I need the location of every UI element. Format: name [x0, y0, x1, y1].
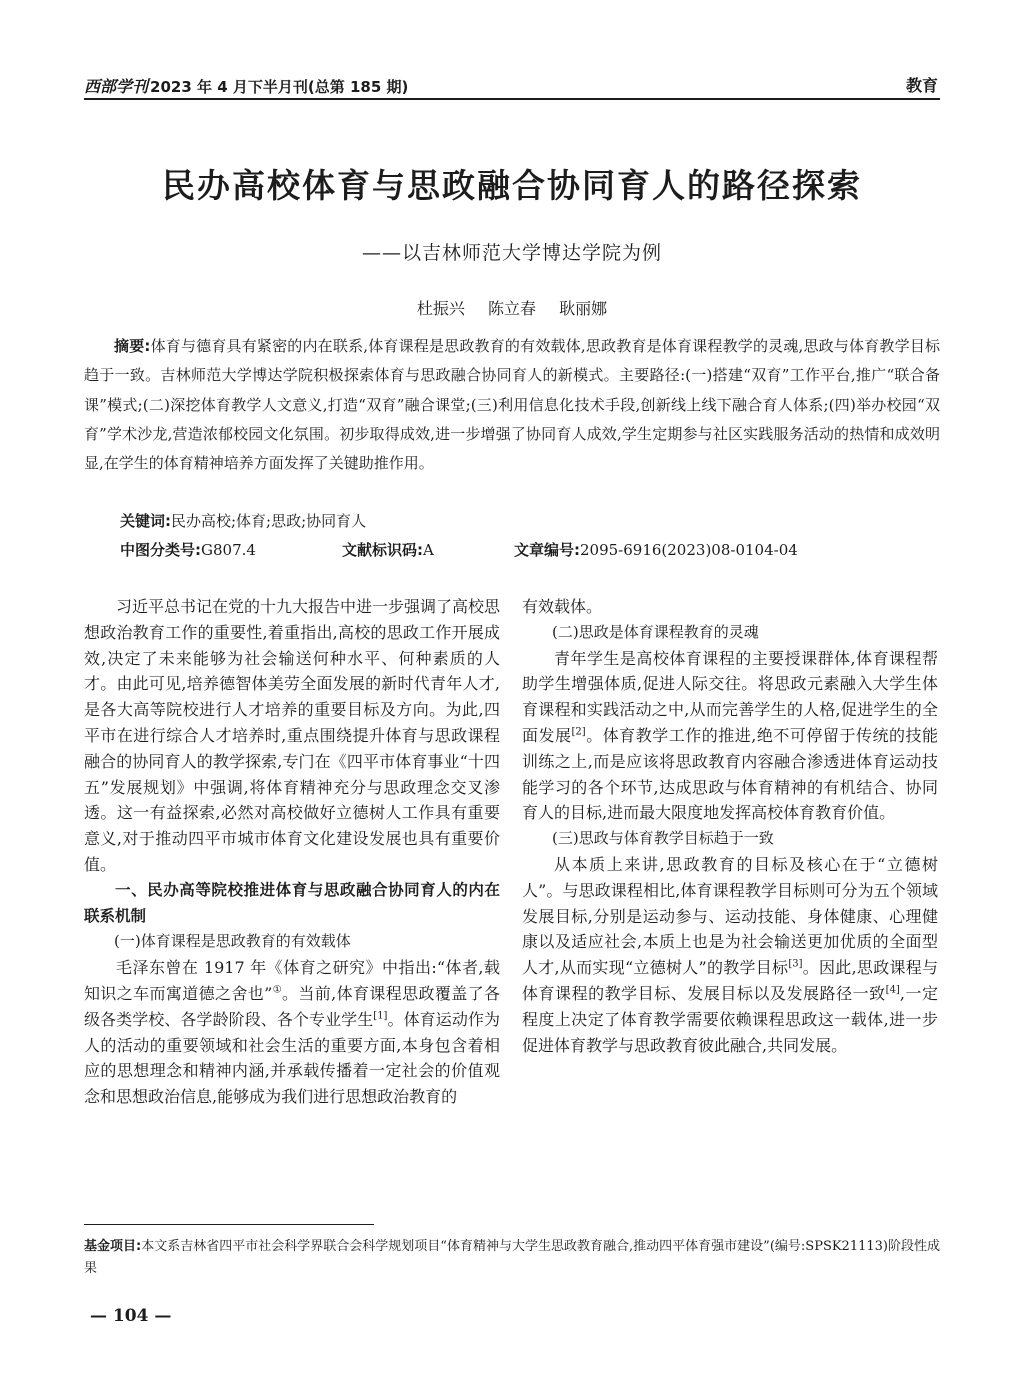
- funding-text: 本文系吉林省四平市社会科学界联合会科学规划项目“体育精神与大学生思政教育融合,推动四平体育强市建设”(编号:SPSK21113)阶段性成果: [84, 1239, 940, 1276]
- paragraph-1-part-c: 。体育运动作为人的活动的重要领域和社会生活的重要方面,本身包含着相应的思想理念和精神内涵,并承载传播着一定社会的价值观念和思想政治信息,能够成为我们进行思想政治教育的: [84, 1009, 500, 1107]
- journal-issue: 2023 年 4 月下半月刊(总第 185 期): [150, 78, 409, 96]
- clc-value: G807.4: [201, 541, 256, 559]
- journal-info: [84, 74, 408, 97]
- citation-ref-2: [2]: [571, 726, 586, 738]
- header-divider: [84, 98, 940, 100]
- document-code: [342, 539, 434, 560]
- article-number: [514, 539, 798, 560]
- clc-number: [120, 539, 256, 560]
- running-header: [84, 70, 940, 98]
- paragraph-3-part-c: ,一定程度上决定了体育教学需要依赖课程思政这一载体,进一步促进体育教学与思政教育彼此融合,共同发展。: [522, 983, 938, 1055]
- funding-label: 基金项目:: [84, 1239, 142, 1254]
- citation-ref-3: [3]: [788, 958, 803, 970]
- clc-label: 中图分类号:: [120, 541, 201, 559]
- intro-paragraph: 习近平总书记在党的十九大报告中进一步强调了高校思想政治教育工作的重要性,着重指出,高校的思政工作开展成效,决定了未来能够为社会输送何种水平、何种素质的人才。由此可见,培养德智体美劳全面发展的新时代青年人才,是各大高等院校进行人才培养的重要目标及方向。为此,四平市在进行综合人才培养时,重点围绕提升体育与思政课程融合的协同育人的教学探索,专门在《四平市体育事业“十四五”发展规划》中强调,将体育精神充分与思政理念交叉渗透。这一有益探索,必然对高校做好立德树人工作具有重要意义,对于推动四平市城市体育文化建设发展也具有重要价值。: [84, 597, 501, 874]
- keywords-label: 关键词:: [120, 512, 171, 530]
- paragraph-3-part-b: 。因此,思政课程与体育课程的教学目标、发展目标以及发展路径一致: [522, 958, 938, 1003]
- citation-ref-4: [4]: [885, 984, 900, 996]
- paragraph-1-part-b: 。当前,体育课程思政覆盖了各级各类学校、各学龄阶段、各个专业学生: [84, 983, 500, 1029]
- footnote-marker: ①: [272, 984, 283, 996]
- article-number-value: 2095-6916(2023)08-0104-04: [580, 541, 798, 559]
- abstract-label: 摘要:: [114, 337, 151, 355]
- paragraph-1: [84, 955, 500, 1110]
- paragraph-2-part-b: 。体育教学工作的推进,绝不可停留于传统的技能训练之上,而是应该将思政教育内容融合渗透进体育运动技能学习的各个环节,达成思政与体育精神的有机结合、协同育人的目标,进而最大限度地发挥高校体育教育价值。: [522, 725, 938, 823]
- article-subtitle: ——以吉林师范大学博达学院为例: [361, 242, 662, 264]
- document-code-value: A: [423, 541, 434, 559]
- body-column-left: [84, 594, 500, 1110]
- paragraph-1-part-a: 毛泽东曾在 1917 年《体育之研究》中指出:“体者,载知识之车而寓道德之舍也”: [84, 958, 500, 1003]
- paragraph-3: [522, 852, 938, 1058]
- journal-logo: 西部学刊: [84, 77, 149, 96]
- section-name: 教育: [905, 76, 938, 95]
- abstract: [84, 332, 940, 478]
- paragraph-1-continued: 有效载体。: [522, 597, 603, 616]
- paragraph-3-part-a: 从本质上来讲,思政教育的目标及核心在于“立德树人”。与思政课程相比,体育课程教学目标则可分为五个领域发展目标,分别是运动参与、运动技能、身体健康、心理健康以及适应社会,本质上也是为社会输送更加优质的全面型人才,从而实现“立德树人”的教学目标: [522, 854, 938, 978]
- keywords-text: 民办高校;体育;思政;协同育人: [171, 512, 367, 530]
- funding-note: [84, 1236, 940, 1280]
- citation-ref-1: [1]: [373, 1010, 388, 1022]
- keywords: [120, 510, 366, 531]
- paragraph-2-part-a: 青年学生是高校体育课程的主要授课群体,体育课程帮助学生增强体质,促进人际交往。将思政元素融入大学生体育课程和实践活动之中,从而完善学生的人格,促进学生的全面发展: [522, 648, 938, 745]
- section-heading-1: 一、民办高等院校推进体育与思政融合协同育人的内在联系机制: [84, 880, 500, 925]
- body-column-right: [522, 594, 938, 1058]
- footnote-divider: [84, 1224, 374, 1225]
- paragraph-2: [522, 646, 938, 827]
- document-code-label: 文献标识码:: [342, 541, 423, 559]
- article-number-label: 文章编号:: [514, 541, 580, 559]
- author-list: 杜振兴 陈立春 耿丽娜: [416, 299, 608, 318]
- subsection-heading-3: (三)思政与体育教学目标趋于一致: [552, 829, 774, 848]
- abstract-text: 体育与德育具有紧密的内在联系,体育课程是思政教育的有效载体,思政教育是体育课程教学的灵魂,思政与体育教学目标趋于一致。吉林师范大学博达学院积极探索体育与思政融合协同育人的新模式。主要路径:(一)搭建“双育”工作平台,推广“联合备课”模式;(二)深挖体育教学人文意义,打造“双育”融合课堂;(三)利用信息化技术手段,创新线上线下融合育人体系;(四)举办校园“双育”学术沙龙,营造浓郁校园文化氛围。初步取得成效,进一步增强了协同育人成效,学生定期参与社区实践服务活动的热情和成效明显,在学生的体育精神培养方面发挥了关键助推作用。: [84, 337, 941, 473]
- subsection-heading-2: (二)思政是体育课程教育的灵魂: [552, 622, 759, 641]
- page-number: — 104 —: [90, 1306, 172, 1326]
- article-title: 民办高校体育与思政融合协同育人的路径探索: [162, 166, 862, 205]
- subsection-heading-1: (一)体育课程是思政教育的有效载体: [114, 932, 351, 951]
